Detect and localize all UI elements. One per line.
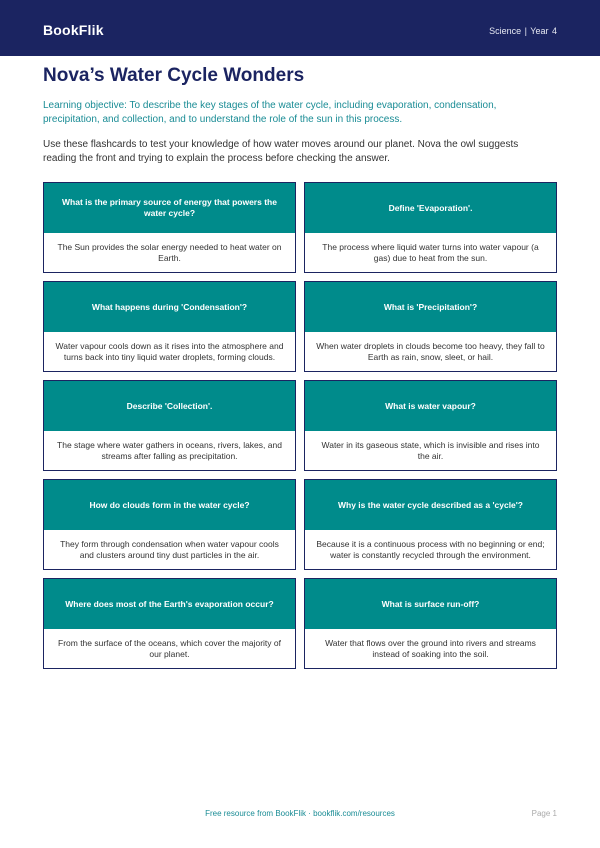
subject-year-label: Science | Year 4 (489, 26, 557, 36)
flashcard-grid (43, 182, 557, 669)
brand-logo: BookFlik (43, 22, 104, 38)
flashcard-answer: Water that flows over the ground into rivers and streams instead of soaking into the soil. (305, 629, 556, 668)
flashcard-answer: The stage where water gathers in oceans, rivers, lakes, and streams after falling as precipitation. (44, 431, 295, 470)
page-number: Page 1 (531, 809, 557, 818)
flashcard (43, 578, 296, 669)
flashcard-answer: When water droplets in clouds become too heavy, they fall to Earth as rain, snow, sleet, or hail. (305, 332, 556, 371)
flashcard-answer: Water vapour cools down as it rises into the atmosphere and turns back into tiny liquid water droplets, forming clouds. (44, 332, 295, 371)
flashcard (304, 380, 557, 471)
flashcard (43, 281, 296, 372)
flashcard-question: What happens during 'Condensation'? (44, 282, 295, 332)
flashcard-question: What is water vapour? (305, 381, 556, 431)
flashcard-question: Where does most of the Earth's evaporation occur? (44, 579, 295, 629)
flashcard-answer: From the surface of the oceans, which cover the majority of our planet. (44, 629, 295, 668)
flashcard (304, 479, 557, 570)
flashcard-question: What is surface run-off? (305, 579, 556, 629)
page-header (0, 0, 600, 56)
flashcard-question: How do clouds form in the water cycle? (44, 480, 295, 530)
flashcard-answer: Because it is a continuous process with no beginning or end; water is constantly recycled through the environment. (305, 530, 556, 569)
learning-objective: Learning objective: To describe the key stages of the water cycle, including evaporation, condensation, precipitation, and collection, and to understand the role of the sun in this process. (43, 100, 497, 125)
flashcard-question: Why is the water cycle described as a 'cycle'? (305, 480, 556, 530)
flashcard-question: What is 'Precipitation'? (305, 282, 556, 332)
flashcard-answer: The process where liquid water turns into water vapour (a gas) due to heat from the sun. (305, 233, 556, 272)
flashcard (43, 182, 296, 273)
flashcard-answer: Water in its gaseous state, which is invisible and rises into the air. (305, 431, 556, 470)
flashcard (304, 182, 557, 273)
flashcard (304, 578, 557, 669)
flashcard-question: Describe 'Collection'. (44, 381, 295, 431)
flashcard (43, 479, 296, 570)
flashcard-question: Define 'Evaporation'. (305, 183, 556, 233)
flashcard-answer: They form through condensation when water vapour cools and clusters around tiny dust particles in the air. (44, 530, 295, 569)
flashcard (43, 380, 296, 471)
page-title: Nova’s Water Cycle Wonders (43, 65, 305, 86)
footer-resource-link[interactable]: Free resource from BookFlik · bookflik.com/resources (205, 809, 395, 818)
flashcard-answer: The Sun provides the solar energy needed to heat water on Earth. (44, 233, 295, 272)
intro-text: Use these flashcards to test your knowledge of how water moves around our planet. Nova the owl suggests reading the front and trying to explain the process before checking the answer. (43, 139, 519, 164)
flashcard (304, 281, 557, 372)
flashcard-question: What is the primary source of energy that powers the water cycle? (44, 183, 295, 233)
